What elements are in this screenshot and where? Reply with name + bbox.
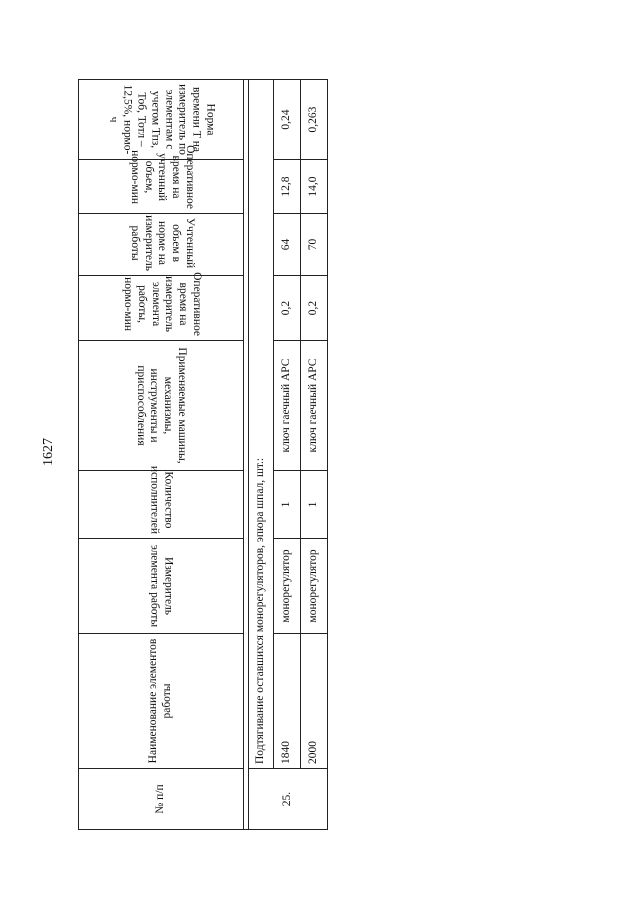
header-num: № п/п <box>79 769 244 830</box>
row-2-op-time-volume: 14,0 <box>301 160 328 214</box>
row-2-workers: 1 <box>301 471 328 539</box>
header-norm-time: Норма времени Т на измеритель по элементам с учетом Тпз, Тоб, Тотл – 12,5%, нормо-ч <box>79 80 244 160</box>
table-header-row <box>79 80 244 830</box>
row-2-name: 2000 <box>301 634 328 769</box>
norms-table <box>78 79 328 830</box>
section-num: 25. <box>249 769 328 830</box>
row-2-norm-time: 0,263 <box>301 80 328 160</box>
row-1-meter: монорегулятор <box>274 539 301 634</box>
table-row <box>274 80 301 830</box>
page-number: 1627 <box>41 438 56 466</box>
row-2-meter: монорегулятор <box>301 539 328 634</box>
row-1-norm-time: 0,24 <box>274 80 301 160</box>
header-machines: Применяемые машины, механизмы, инструменты и приспособления <box>79 341 244 471</box>
header-meter: Измеритель элемента работы <box>79 539 244 634</box>
norms-table-wrapper <box>78 80 320 830</box>
row-1-machines: ключ гаечный АРС <box>274 341 301 471</box>
row-1-workers: 1 <box>274 471 301 539</box>
header-name: Наименование элементов работы <box>79 634 244 769</box>
header-volume: Учтенный объем в норме на измеритель работы <box>79 214 244 276</box>
header-workers: Количество исполнителей <box>79 471 244 539</box>
header-op-time-elem: Оперативное время на измеритель элемента работы, нормо-мин <box>79 276 244 341</box>
row-1-op-time-elem: 0,2 <box>274 276 301 341</box>
row-2-op-time-elem: 0,2 <box>301 276 328 341</box>
section-title: Подтягивание оставшихся монорегуляторов, эпюра шпал, шт.: <box>249 80 274 769</box>
row-1-op-time-volume: 12,8 <box>274 160 301 214</box>
row-2-machines: ключ гаечный АРС <box>301 341 328 471</box>
header-op-time-volume: Оперативное время на учтенный объем, нормо-мин <box>79 160 244 214</box>
table-row <box>301 80 328 830</box>
section-row <box>249 80 274 830</box>
row-2-volume: 70 <box>301 214 328 276</box>
row-1-name: 1840 <box>274 634 301 769</box>
row-1-volume: 64 <box>274 214 301 276</box>
